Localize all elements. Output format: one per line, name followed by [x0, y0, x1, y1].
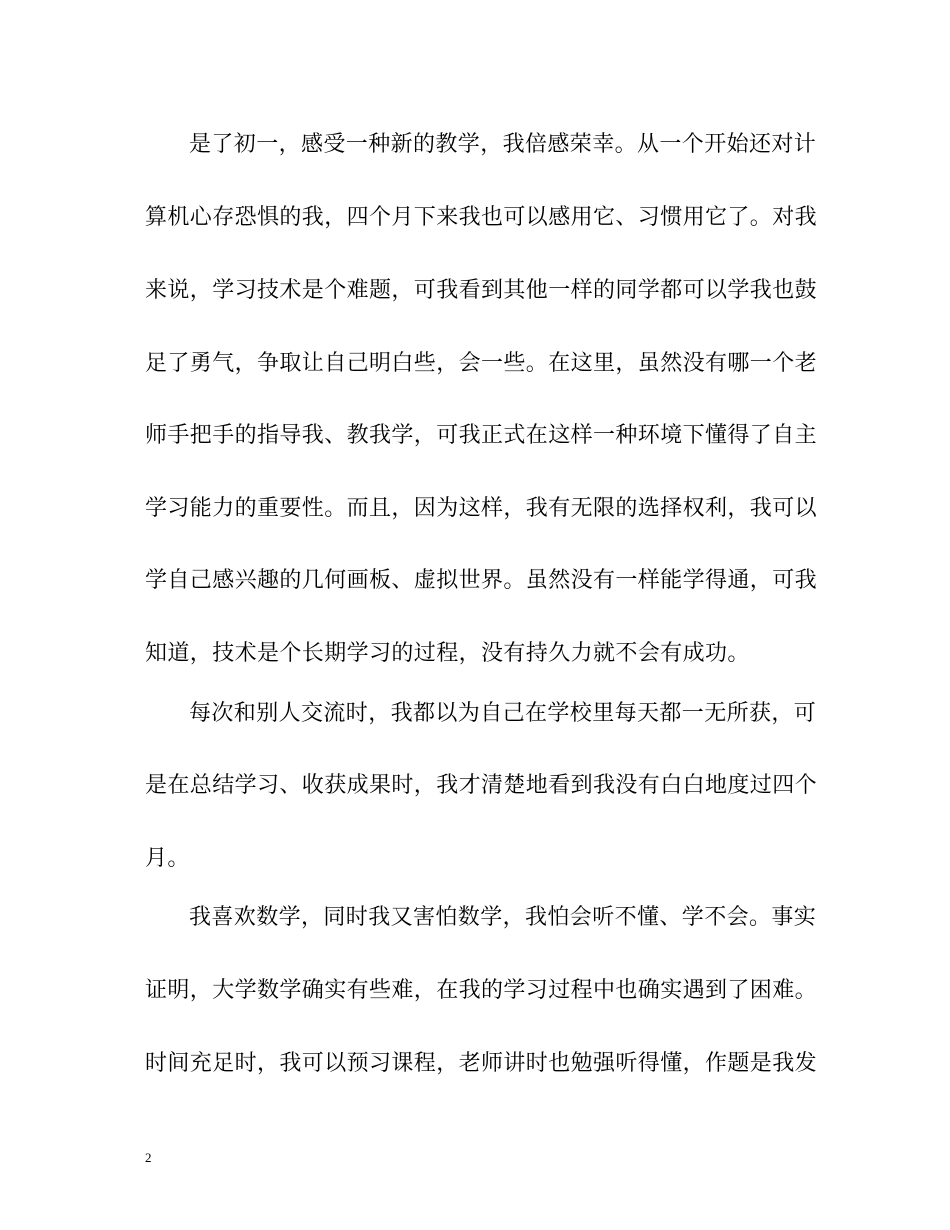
paragraph-2-line-2: 是在总结学习、收获成果时，我才清楚地看到我没有白白地度过四个 [145, 773, 818, 798]
paragraph-1-line-4: 足了勇气，争取让自己明白些，会一些。在这里，虽然没有哪一个老 [145, 351, 818, 376]
paragraph-3-line-3: 时间充足时，我可以预习课程，老师讲时也勉强听得懂，作题是我发 [145, 1051, 818, 1076]
paragraph-3-line-1: 我喜欢数学，同时我又害怕数学，我怕会听不懂、学不会。事实 [189, 905, 817, 930]
page-number: 2 [145, 1150, 152, 1165]
paragraph-1-line-7: 学自己感兴趣的几何画板、虚拟世界。虽然没有一样能学得通，可我 [145, 568, 818, 593]
paragraph-3-line-2: 证明，大学数学确实有些难，在我的学习过程中也确实遇到了困难。 [145, 978, 818, 1003]
paragraph-1-line-3: 来说，学习技术是个难题，可我看到其他一样的同学都可以学我也鼓 [145, 278, 818, 303]
paragraph-1-line-1: 是了初一，感受一种新的教学，我倍感荣幸。从一个开始还对计 [189, 132, 817, 157]
paragraph-2-line-3: 月。 [145, 846, 190, 871]
paragraph-1-line-6: 学习能力的重要性。而且，因为这样，我有无限的选择权利，我可以 [145, 496, 818, 521]
paragraph-1-line-2: 算机心存恐惧的我，四个月下来我也可以感用它、习惯用它了。对我 [145, 205, 818, 230]
paragraph-1-line-5: 师手把手的指导我、教我学，可我正式在这样一种环境下懂得了自主 [145, 423, 818, 448]
paragraph-2-line-1: 每次和别人交流时，我都以为自己在学校里每天都一无所获，可 [189, 701, 817, 726]
paragraph-1-line-8: 知道，技术是个长期学习的过程，没有持久力就不会有成功。 [145, 641, 750, 666]
